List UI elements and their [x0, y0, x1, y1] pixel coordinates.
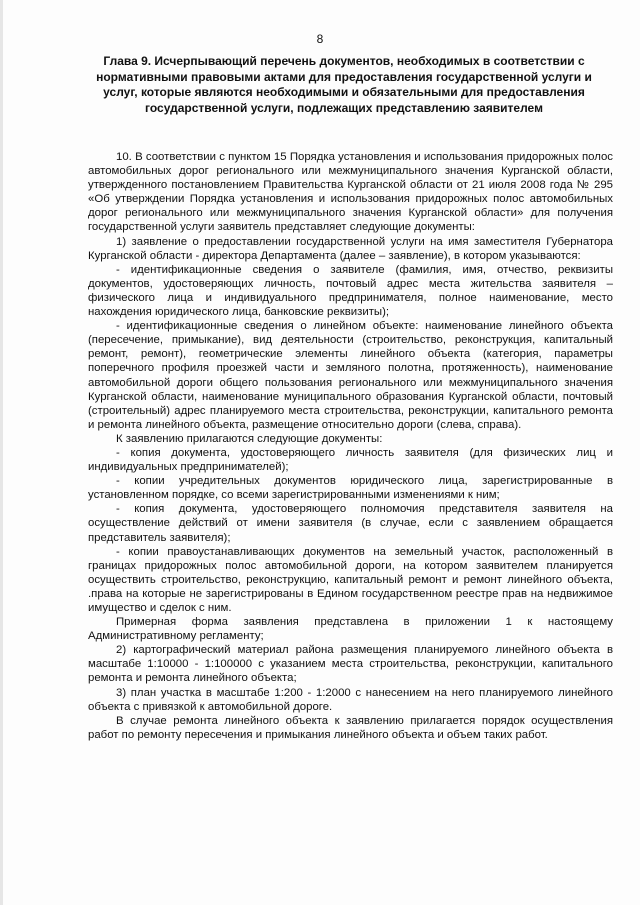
scan-edge [0, 0, 3, 905]
paragraph-item-10: 10. В соответствии с пунктом 15 Порядка установления и использования придорожных полос автомобильных дорог регионального или межмуниципального значения Курганской области, утвержденного постановлением Правительства Курганской области от 21 июля 2008 года № 295 «Об утверждении Порядка установления и использования придорожных полос автомобильных дорог регионального или межмуниципального значения Курганской области» для получения государственной услуги заявитель представляет следующие документы: [88, 151, 613, 234]
paragraph-site-plan: 3) план участка в масштабе 1:200 - 1:2000 с нанесением на него планируемого линейного объекта с привязкой к автомобильной дороге. [88, 686, 613, 713]
paragraph-land-docs: - копии правоустанавливающих документов на земельный участок, расположенный в границах придорожных полос автомобильной дороги, на котором заявителем планируется осуществить строительство, реконструкцию, капитальный ремонт и ремонт линейного объекта, .права на которые не зарегистрированы в Едином государственном реестре прав на недвижимое имущество и сделок с ним. [88, 545, 613, 614]
paragraph-applicant-info: - идентификационные сведения о заявителе (фамилия, имя, отчество, реквизиты документов, удостоверяющих личность, почтовый адрес места жительства заявителя – физического лица и индивидуального предпринимателя, полное наименование, место нахождения юридического лица, банковские реквизиты); [88, 263, 613, 319]
paragraph-identity-copy: - копия документа, удостоверяющего личность заявителя (для физических лиц и индивидуальных предпринимателей); [88, 446, 613, 474]
paragraph-repair-order: В случае ремонта линейного объекта к заявлению прилагается порядок осуществления работ по ремонту пересечения и примыкания линейного объекта и объем таких работ. [88, 714, 613, 741]
paragraph-cartographic: 2) картографический материал района размещения планируемого линейного объекта в масштабе 1:10000 - 1:100000 с указанием места строительства, реконструкции, капитального ремонта и ремонта линейного объекта; [88, 644, 613, 685]
paragraph-founding-docs: - копии учредительных документов юридического лица, зарегистрированные в установленном порядке, со всеми зарегистрированными изменениями к ним; [88, 475, 613, 502]
chapter-heading: Глава 9. Исчерпывающий перечень документов, необходимых в соответствии с нормативными правовыми актами для предоставления государственной услуги и услуг, которые являются необходимыми и обязательными для предоставления государственной услуги, подлежащих представлению заявителем [96, 54, 592, 115]
page-number: 8 [316, 32, 324, 46]
paragraph-object-info: - идентификационные сведения о линейном объекте: наименование линейного объекта (пересечение, примыкание), вид деятельности (строительство, реконструкция, капитальный ремонт, ремонт), геометрические элементы линейного объекта (категория, параметры поперечного профиля проезжей части и земляного полотна, протяженность), наименование автомобильной дороги общего пользования регионального или межмуниципального значения Курганской области, наименование муниципального образования Курганской области, почтовый (строительный) адрес планируемого места строительства, реконструкции, капитального ремонта и ремонта линейного объекта, размещение относительно дороги (слева, справа). [88, 320, 613, 431]
paragraph-authority-doc: - копия документа, удостоверяющего полномочия представителя заявителя на осуществление действий от имени заявителя (в случае, если с заявлением обращается представитель заявителя); [88, 503, 613, 544]
document-body [88, 150, 613, 742]
paragraph-sample-form: Примерная форма заявления представлена в приложении 1 к настоящему Административному регламенту; [88, 616, 613, 643]
paragraph-application: 1) заявление о предоставлении государственной услуги на имя заместителя Губернатора Курганской области - директора Департамента (далее – заявление), в котором указываются: [88, 235, 613, 262]
paragraph-attachments-intro: К заявлению прилагаются следующие документы: [116, 432, 383, 445]
